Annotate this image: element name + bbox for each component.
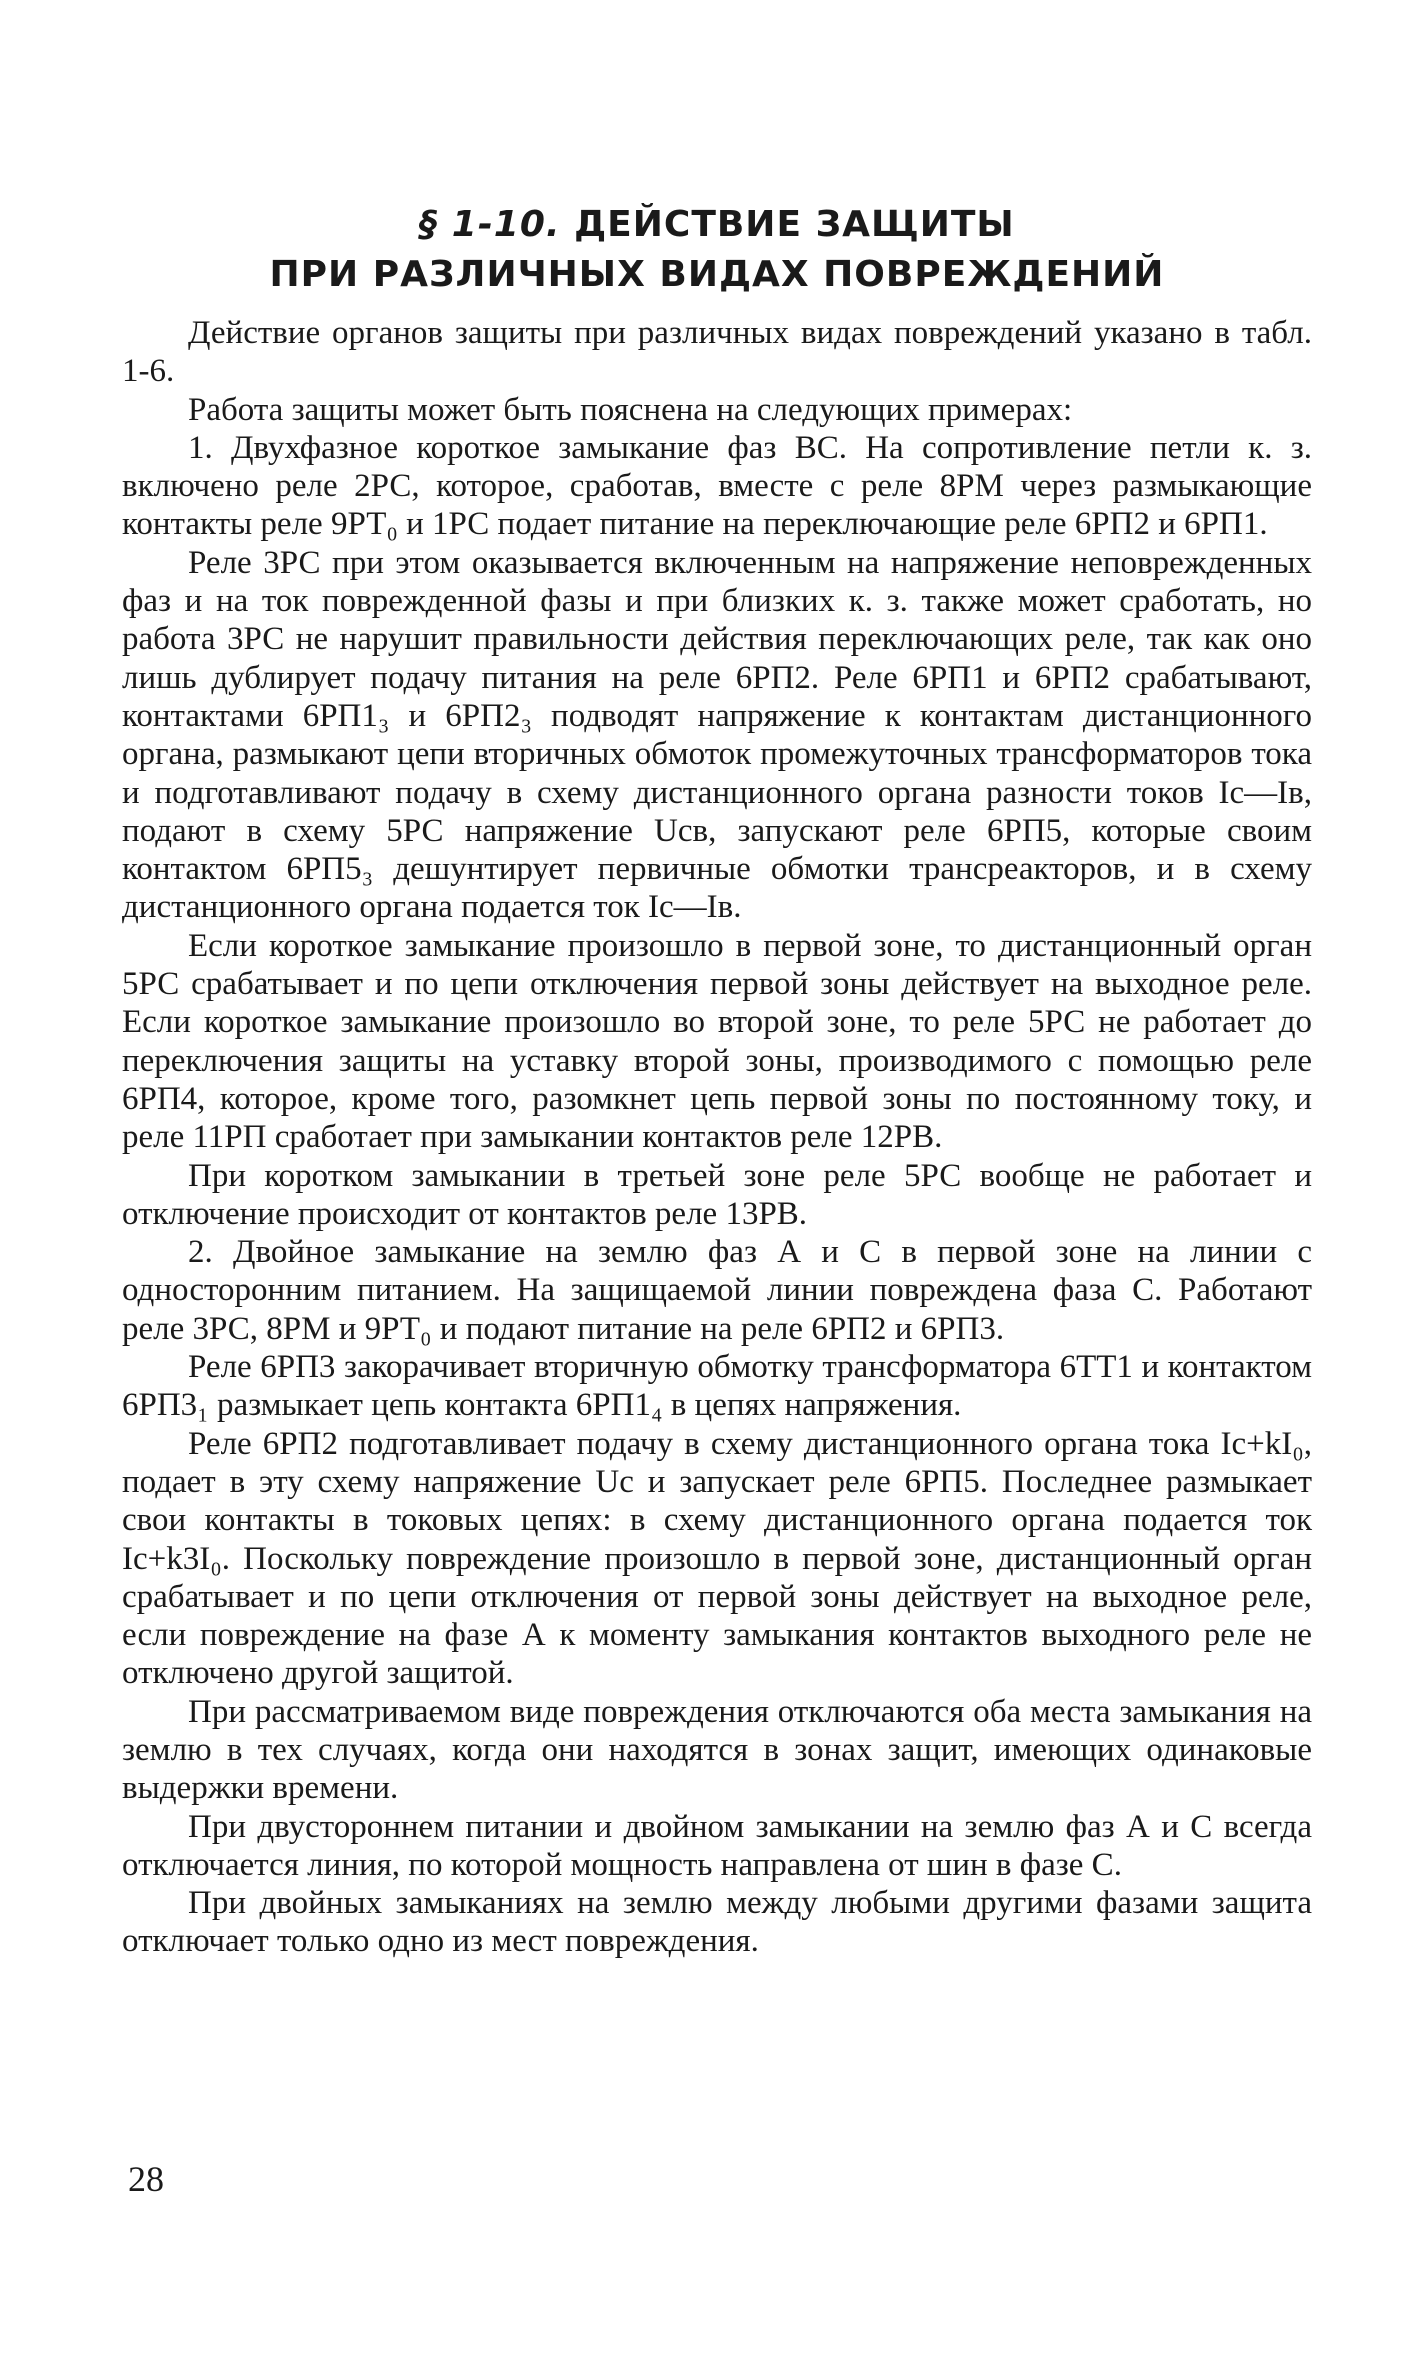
paragraph: При коротком замыкании в третьей зоне реле 5РС вообще не работает и отключение происходит от контактов реле 13РВ.	[122, 1157, 1312, 1232]
section-number: § 1-10.	[419, 204, 561, 245]
paragraph: 1. Двухфазное короткое замыкание фаз ВС. На сопротивление петли к. з. включено реле 2РС, которое, сработав, вместе с реле 8РМ через размыкающие контакты реле 9РТ₀ и 1РС подает питание на переключающие реле 6РП2 и 6РП1.	[122, 429, 1312, 543]
page-content	[122, 200, 1312, 1961]
heading-line-2: ПРИ РАЗЛИЧНЫХ ВИДАХ ПОВРЕЖДЕНИЙ	[269, 254, 1165, 295]
heading-title-1: ДЕЙСТВИЕ ЗАЩИТЫ	[574, 204, 1015, 245]
body-text	[122, 314, 1312, 1961]
paragraph: Если короткое замыкание произошло в первой зоне, то дистанционный орган 5РС срабатывает и по цепи отключения первой зоны действует на выходное реле. Если короткое замыкание произошло во второй зоне, то реле 5РС не работает до переключения защиты на уставку второй зоны, производимого с помощью реле 6РП4, которое, кроме того, разомкнет цепь первой зоны по постоянному току, и реле 11РП сработает при замыкании контактов реле 12РВ.	[122, 927, 1312, 1156]
heading-line-1	[122, 200, 1312, 250]
paragraph: 2. Двойное замыкание на землю фаз А и С в первой зоне на линии с односторонним питанием. На защищаемой линии повреждена фаза С. Работают реле 3РС, 8РМ и 9РТ₀ и подают питание на реле 6РП2 и 6РП3.	[122, 1234, 1312, 1347]
paragraph: При двойных замыканиях на землю между любыми другими фазами защита отключает только одно из мест повреждения.	[122, 1885, 1312, 1960]
paragraph: Работа защиты может быть пояснена на следующих примерах:	[188, 391, 1073, 428]
paragraph: Реле 6РП2 подготавливает подачу в схему дистанционного органа тока Iс+kI₀, подает в эту схему напряжение Uс и запускает реле 6РП5. Последнее размыкает свои контакты в токовых цепях: в схему дистанционного органа подается ток Iс+k3I₀. Поскольку повреждение произошло в первой зоне, дистанционный орган срабатывает и по цепи отключения от первой зоны действует на выходное реле, если повреждение на фазе А к моменту замыкания контактов выходного реле не отключено другой защитой.	[122, 1425, 1312, 1692]
page-number: 28	[128, 2159, 164, 2199]
paragraph: Реле 3РС при этом оказывается включенным на напряжение неповрежденных фаз и на ток поврежденной фазы и при близких к. з. также может сработать, но работа 3РС не нарушит правильности действия переключающих реле, так как оно лишь дублирует подачу питания на реле 6РП2. Реле 6РП1 и 6РП2 срабатывают, контактами 6РП1₃ и 6РП2₃ подводят напряжение к контактам дистанционного органа, размыкают цепи вторичных обмоток промежуточных трансформаторов тока и подготавливают подачу в схему дистанционного органа разности токов Iс—Iв, подают в схему 5РС напряжение Uсв, запускают реле 6РП5, которые своим контактом 6РП5₃ дешунтирует первичные обмотки трансреакторов, и в схему дистанционного органа подается ток Iс—Iв.	[122, 544, 1312, 926]
paragraph: При рассматриваемом виде повреждения отключаются оба места замыкания на землю в тех случаях, когда они находятся в зонах защит, имеющих одинаковые выдержки времени.	[122, 1693, 1312, 1807]
paragraph: При двустороннем питании и двойном замыкании на землю фаз А и С всегда отключается линия, по которой мощность направлена от шин в фазе С.	[122, 1808, 1312, 1883]
paragraph: Реле 6РП3 закорачивает вторичную обмотку трансформатора 6ТТ1 и контактом 6РП3₁ размыкает цепь контакта 6РП1₄ в цепях напряжения.	[122, 1349, 1312, 1424]
paragraph: Действие органов защиты при различных видах повреждений указано в табл. 1-6.	[122, 315, 1312, 390]
section-heading	[122, 200, 1312, 300]
